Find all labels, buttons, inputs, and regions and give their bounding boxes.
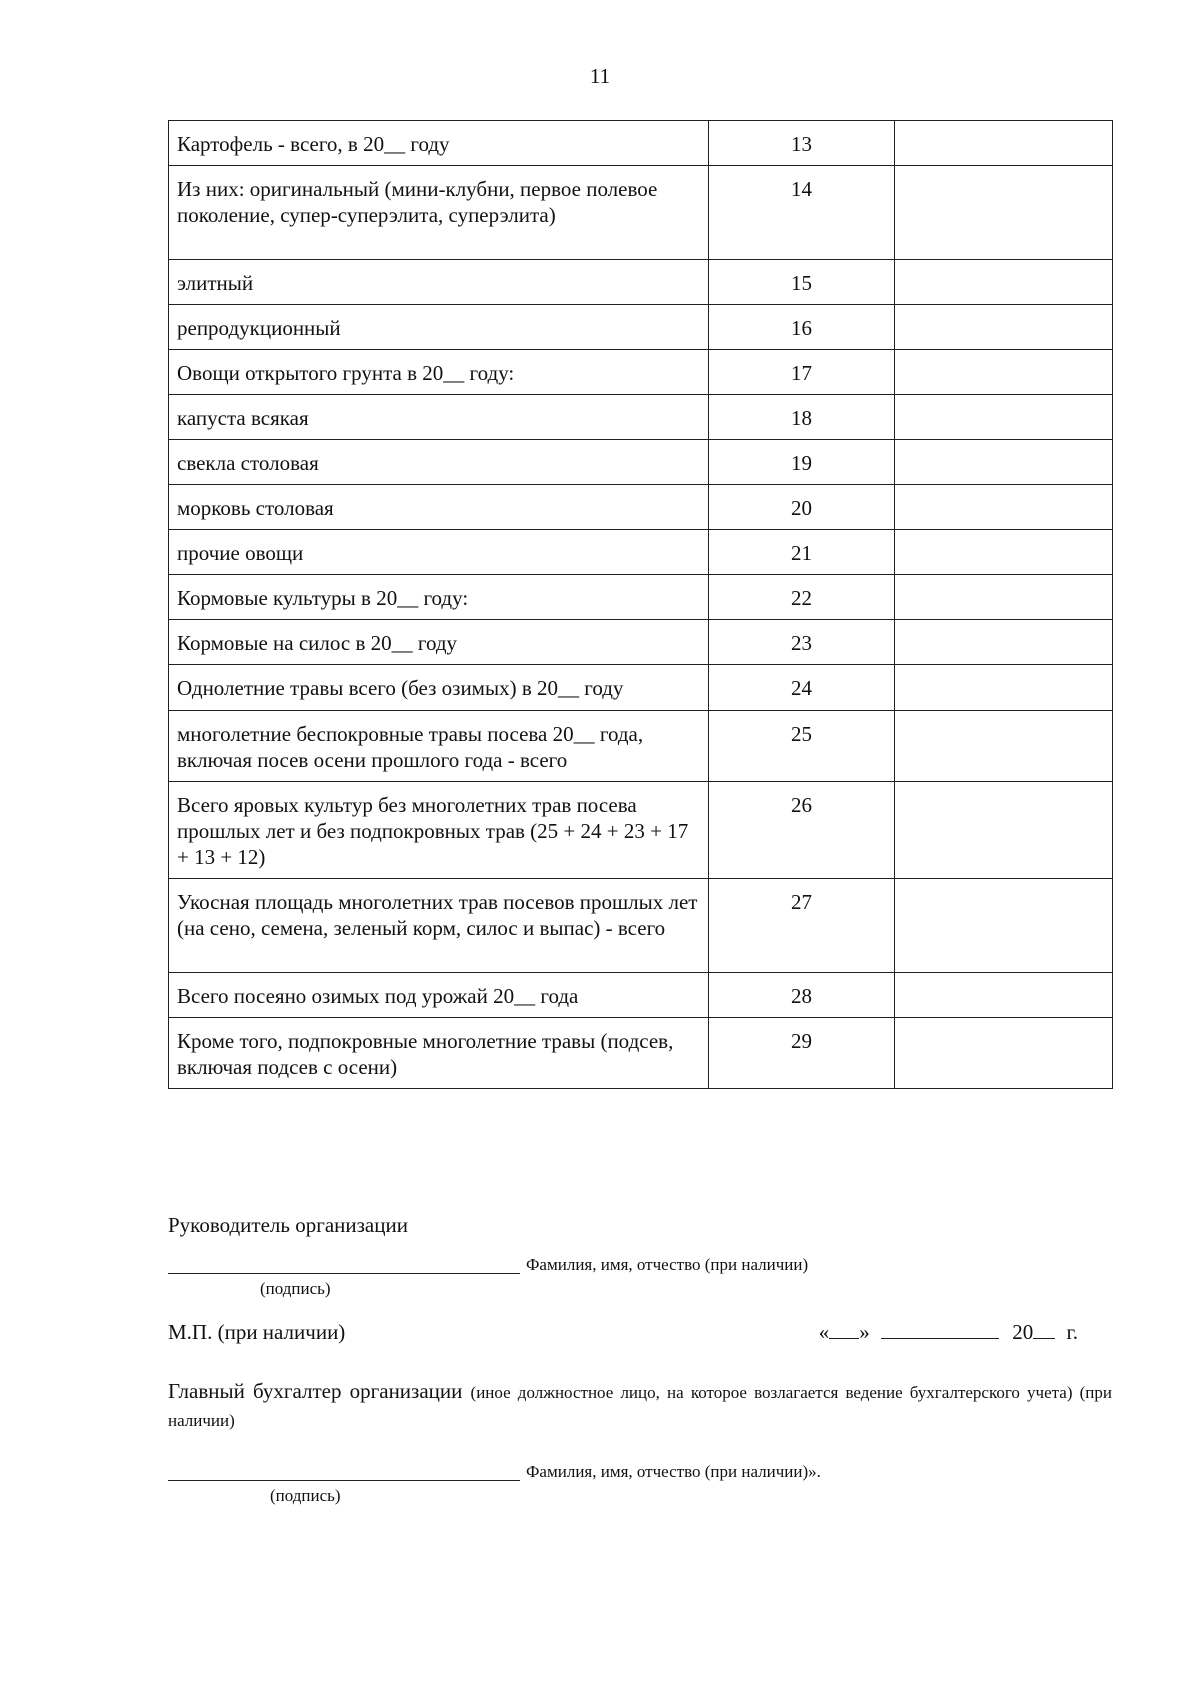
row-code: 26	[709, 782, 895, 879]
table-row	[169, 620, 1113, 665]
date-line	[819, 1320, 1078, 1345]
row-value-cell[interactable]	[895, 350, 1113, 395]
table-row	[169, 260, 1113, 305]
year-suffix: г.	[1066, 1320, 1078, 1344]
chief-signature-caption: (подпись)	[270, 1486, 341, 1505]
row-code: 14	[709, 166, 895, 260]
table-row	[169, 665, 1113, 711]
day-blank[interactable]	[829, 1338, 859, 1339]
table-row	[169, 1018, 1113, 1089]
row-value-cell[interactable]	[895, 395, 1113, 440]
row-value-cell[interactable]	[895, 166, 1113, 260]
year-blank[interactable]	[1033, 1338, 1055, 1339]
row-code: 23	[709, 620, 895, 665]
row-value-cell[interactable]	[895, 711, 1113, 782]
row-code: 20	[709, 485, 895, 530]
stamp-label: М.П. (при наличии)	[168, 1320, 346, 1344]
row-label: прочие овощи	[169, 530, 709, 575]
crop-area-table	[168, 120, 1113, 1089]
row-label: Кормовые на силос в 20__ году	[169, 620, 709, 665]
row-label: Всего посеяно озимых под урожай 20__ года	[169, 973, 709, 1018]
table-row	[169, 530, 1113, 575]
row-label: Овощи открытого грунта в 20__ году:	[169, 350, 709, 395]
chief-fio-caption: Фамилия, имя, отчество (при наличии)».	[526, 1462, 821, 1481]
stamp-row	[168, 1320, 1078, 1350]
row-code: 29	[709, 1018, 895, 1089]
row-code: 17	[709, 350, 895, 395]
row-code: 27	[709, 879, 895, 973]
row-value-cell[interactable]	[895, 879, 1113, 973]
chief-note: (иное должностное лицо, на которое возлагается ведение бухгалтерского учета) (при наличии)	[168, 1383, 1112, 1430]
row-code: 18	[709, 395, 895, 440]
table-row	[169, 121, 1113, 166]
row-value-cell[interactable]	[895, 305, 1113, 350]
row-label: Всего яровых культур без многолетних трав посева прошлых лет и без подпокровных трав (25 + 24 + 23 + 17 + 13 + 12)	[169, 782, 709, 879]
row-value-cell[interactable]	[895, 665, 1113, 711]
table-row	[169, 711, 1113, 782]
table-row	[169, 973, 1113, 1018]
row-code: 25	[709, 711, 895, 782]
head-signature-caption: (подпись)	[260, 1279, 331, 1298]
row-value-cell[interactable]	[895, 782, 1113, 879]
row-code: 28	[709, 973, 895, 1018]
table-row	[169, 879, 1113, 973]
row-code: 21	[709, 530, 895, 575]
row-value-cell[interactable]	[895, 485, 1113, 530]
row-label: Однолетние травы всего (без озимых) в 20__ году	[169, 665, 709, 711]
table-row	[169, 782, 1113, 879]
chief-title: Главный бухгалтер организации	[168, 1379, 463, 1403]
row-value-cell[interactable]	[895, 121, 1113, 166]
head-signature-line[interactable]	[168, 1273, 520, 1274]
row-label: Кроме того, подпокровные многолетние травы (подсев, включая подсев с осени)	[169, 1018, 709, 1089]
row-value-cell[interactable]	[895, 1018, 1113, 1089]
row-value-cell[interactable]	[895, 973, 1113, 1018]
table-row	[169, 440, 1113, 485]
row-label: капуста всякая	[169, 395, 709, 440]
row-label: многолетние беспокровные травы посева 20__ года, включая посев осени прошлого года - всего	[169, 711, 709, 782]
date-open-quote: «	[818, 1320, 830, 1344]
table-row	[169, 485, 1113, 530]
date-close-quote: »	[859, 1320, 870, 1344]
page-number: 11	[589, 64, 611, 88]
table-row	[169, 305, 1113, 350]
row-label: Кормовые культуры в 20__ году:	[169, 575, 709, 620]
row-label: морковь столовая	[169, 485, 709, 530]
row-label: Из них: оригинальный (мини-клубни, первое полевое поколение, супер-суперэлита, суперэлита)	[169, 166, 709, 260]
head-fio-caption: Фамилия, имя, отчество (при наличии)	[526, 1255, 809, 1274]
row-value-cell[interactable]	[895, 260, 1113, 305]
row-label: репродукционный	[169, 305, 709, 350]
year-prefix: 20	[1012, 1320, 1034, 1344]
row-code: 16	[709, 305, 895, 350]
row-label: свекла столовая	[169, 440, 709, 485]
table-row	[169, 395, 1113, 440]
row-label: Картофель - всего, в 20__ году	[169, 121, 709, 166]
month-blank[interactable]	[881, 1338, 999, 1339]
row-value-cell[interactable]	[895, 575, 1113, 620]
row-code: 24	[709, 665, 895, 711]
table-row	[169, 166, 1113, 260]
row-code: 13	[709, 121, 895, 166]
row-code: 22	[709, 575, 895, 620]
chief-signature-line[interactable]	[168, 1480, 520, 1481]
row-code: 19	[709, 440, 895, 485]
table-row	[169, 350, 1113, 395]
row-label: элитный	[169, 260, 709, 305]
row-value-cell[interactable]	[895, 440, 1113, 485]
table-row	[169, 575, 1113, 620]
row-code: 15	[709, 260, 895, 305]
row-label: Укосная площадь многолетних трав посевов прошлых лет (на сено, семена, зеленый корм, силос и выпас) - всего	[169, 879, 709, 973]
row-value-cell[interactable]	[895, 530, 1113, 575]
chief-accountant-block	[168, 1378, 1112, 1434]
head-title: Руководитель организации	[168, 1213, 408, 1237]
row-value-cell[interactable]	[895, 620, 1113, 665]
